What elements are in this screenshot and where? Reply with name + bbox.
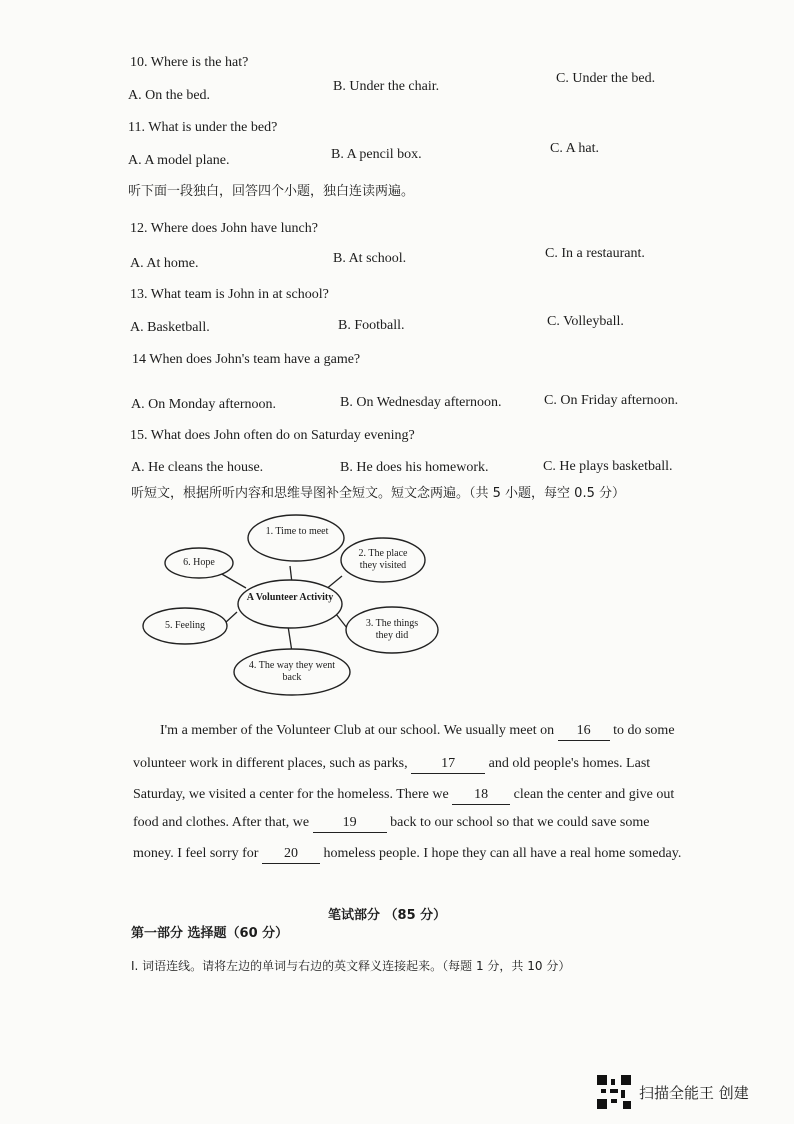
- question-14: 14 When does John's team have a game?: [132, 352, 361, 367]
- mindmap-node-4-label: 4. The way they went back: [248, 660, 336, 683]
- passage-line-1: I'm a member of the Volunteer Club at our school. We usually meet on 16 to do some: [160, 722, 675, 741]
- option-15c: C. He plays basketball.: [543, 459, 673, 474]
- passage-line-2: volunteer work in different places, such as parks, 17 and old people's homes. Last: [133, 755, 650, 774]
- scanner-watermark-text: 扫描全能王 创建: [639, 1083, 749, 1102]
- mindmap-node-1: [248, 515, 344, 561]
- instruction-monologue: 听下面一段独白，回答四个小题，独白连读两遍。: [128, 184, 415, 199]
- question-13: 13. What team is John in at school?: [130, 287, 329, 302]
- option-14a: A. On Monday afternoon.: [131, 397, 277, 412]
- question-12: 12. Where does John have lunch?: [130, 221, 318, 236]
- option-13b: B. Football.: [338, 318, 405, 333]
- part-one-heading: 第一部分 选择题（60 分）: [131, 926, 289, 941]
- blank-17: 17: [411, 755, 485, 774]
- option-10a: A. On the bed.: [128, 88, 211, 103]
- connector-5: [225, 612, 237, 623]
- blank-19: 19: [313, 814, 387, 833]
- blank-18: 18: [452, 786, 510, 805]
- scanner-watermark: [597, 1075, 749, 1109]
- mindmap-node-3-label: 3. The things they did: [365, 618, 419, 641]
- connector-3: [336, 614, 347, 628]
- mindmap-center-node: [238, 580, 342, 628]
- option-15a: A. He cleans the house.: [131, 460, 264, 475]
- question-10: 10. Where is the hat?: [130, 55, 249, 70]
- section-one-instruction: I. 词语连线。请将左边的单词与右边的英文释义连接起来。（每题 1 分，共 10 分）: [131, 959, 571, 973]
- option-11a: A. A model plane.: [128, 153, 230, 168]
- option-11b: B. A pencil box.: [331, 147, 422, 162]
- option-15b: B. He does his homework.: [340, 460, 489, 475]
- qr-code-icon: [597, 1075, 631, 1109]
- option-10b: B. Under the chair.: [333, 79, 440, 94]
- connector-6: [220, 573, 246, 588]
- passage-line-5: money. I feel sorry for 20 homeless people. I hope they can all have a real home someday.: [133, 845, 681, 864]
- passage-line-3: Saturday, we visited a center for the homeless. There we 18 clean the center and give out: [133, 786, 674, 805]
- question-11: 11. What is under the bed?: [128, 120, 278, 135]
- blank-20: 20: [262, 845, 320, 864]
- mindmap-node-1-label: 1. Time to meet: [265, 526, 329, 537]
- option-11c: C. A hat.: [550, 141, 600, 156]
- blank-16: 16: [558, 722, 610, 741]
- option-12a: A. At home.: [130, 256, 199, 271]
- option-12b: B. At school.: [333, 251, 407, 266]
- mindmap-node-5-label: 5. Feeling: [165, 620, 205, 631]
- option-14c: C. On Friday afternoon.: [544, 393, 679, 408]
- written-section-title: 笔试部分 （85 分）: [328, 908, 447, 923]
- passage-line-4: food and clothes. After that, we 19 back to our school so that we could save some: [133, 814, 649, 833]
- instruction-passage: 听短文，根据所听内容和思维导图补全短文。短文念两遍。（共 5 小题，每空 0.5 分）: [131, 486, 625, 501]
- option-13c: C. Volleyball.: [547, 314, 624, 329]
- option-12c: C. In a restaurant.: [545, 246, 645, 261]
- question-15: 15. What does John often do on Saturday evening?: [130, 428, 415, 443]
- mindmap-center-label: A Volunteer Activity: [246, 592, 334, 603]
- option-10c: C. Under the bed.: [556, 71, 656, 86]
- option-13a: A. Basketball.: [130, 320, 210, 335]
- option-14b: B. On Wednesday afternoon.: [340, 395, 502, 410]
- connector-4: [288, 626, 292, 652]
- mindmap-node-6-label: 6. Hope: [183, 557, 215, 568]
- mindmap-node-2-label: 2. The place they visited: [358, 548, 408, 571]
